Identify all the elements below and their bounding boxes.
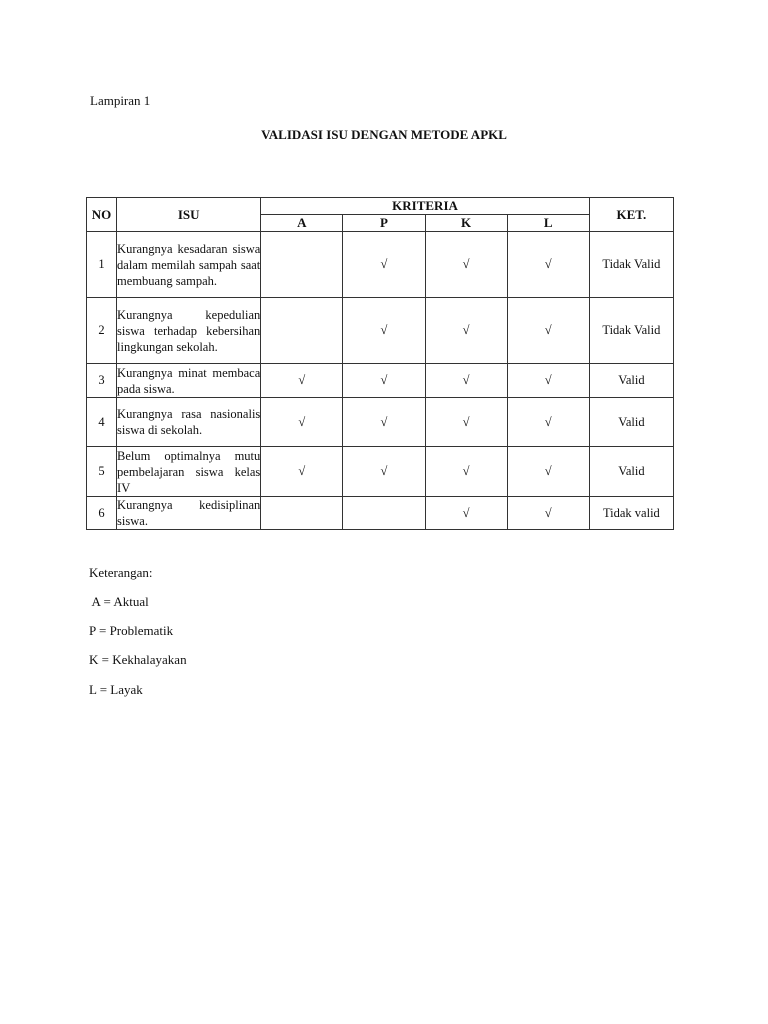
check-a: √	[261, 398, 343, 447]
table-row	[87, 398, 674, 447]
issue-text: Kurangnya rasa nasionalis siswa di sekolah.	[117, 398, 261, 447]
check-a: √	[261, 447, 343, 497]
check-l: √	[507, 497, 589, 530]
check-k: √	[425, 298, 507, 364]
header-isu: ISU	[117, 198, 261, 232]
result-ket: Valid	[589, 398, 673, 447]
check-l: √	[507, 298, 589, 364]
result-ket: Valid	[589, 364, 673, 398]
header-p: P	[343, 215, 425, 232]
check-l: √	[507, 447, 589, 497]
check-k: √	[425, 398, 507, 447]
legend-item-k: K = Kekhalayakan	[89, 652, 187, 667]
table-row	[87, 298, 674, 364]
row-number: 1	[87, 232, 117, 298]
check-k: √	[425, 497, 507, 530]
header-k: K	[425, 215, 507, 232]
legend-item-l: L = Layak	[89, 682, 143, 697]
row-number: 6	[87, 497, 117, 530]
check-a	[261, 497, 343, 530]
check-l: √	[507, 232, 589, 298]
header-l: L	[507, 215, 589, 232]
result-ket: Tidak Valid	[589, 298, 673, 364]
check-a	[261, 298, 343, 364]
issue-text: Kurangnya minat membaca pada siswa.	[117, 365, 261, 396]
check-p: √	[343, 232, 425, 298]
result-ket: Tidak Valid	[589, 232, 673, 298]
row-number: 2	[87, 298, 117, 364]
table-row	[87, 497, 674, 530]
validation-table	[86, 197, 674, 530]
issue-text: Kurangnya kedisiplinan siswa.	[117, 498, 261, 528]
issue-text: Kurangnya kesadaran siswa dalam memilah sampah saat membuang sampah.	[117, 232, 261, 298]
table-header-row	[87, 198, 674, 215]
check-l: √	[507, 364, 589, 398]
check-p: √	[343, 447, 425, 497]
legend-item-a: A = Aktual	[89, 594, 149, 609]
header-a: A	[261, 215, 343, 232]
check-p	[343, 497, 425, 530]
issue-text: Belum optimalnya mutu pembelajaran siswa kelas IV	[117, 448, 261, 495]
check-k: √	[425, 447, 507, 497]
table-row	[87, 232, 674, 298]
issue-text: Kurangnya kepedulian siswa terhadap kebersihan lingkungan sekolah.	[117, 298, 261, 364]
legend-item-p: P = Problematik	[89, 623, 174, 638]
table-row	[87, 364, 674, 398]
result-ket: Tidak valid	[589, 497, 673, 530]
legend-title: Keterangan:	[89, 565, 153, 580]
check-k: √	[425, 364, 507, 398]
document-title: VALIDASI ISU DENGAN METODE APKL	[261, 127, 507, 142]
check-p: √	[343, 298, 425, 364]
row-number: 3	[87, 364, 117, 398]
header-kriteria: KRITERIA	[261, 198, 590, 215]
appendix-label: Lampiran 1	[90, 93, 151, 108]
header-ket: KET.	[589, 198, 673, 232]
check-a: √	[261, 364, 343, 398]
header-no: NO	[87, 198, 117, 232]
row-number: 4	[87, 398, 117, 447]
check-p: √	[343, 398, 425, 447]
row-number: 5	[87, 447, 117, 497]
check-a	[261, 232, 343, 298]
table-row	[87, 447, 674, 497]
check-l: √	[507, 398, 589, 447]
result-ket: Valid	[589, 447, 673, 497]
check-p: √	[343, 364, 425, 398]
check-k: √	[425, 232, 507, 298]
